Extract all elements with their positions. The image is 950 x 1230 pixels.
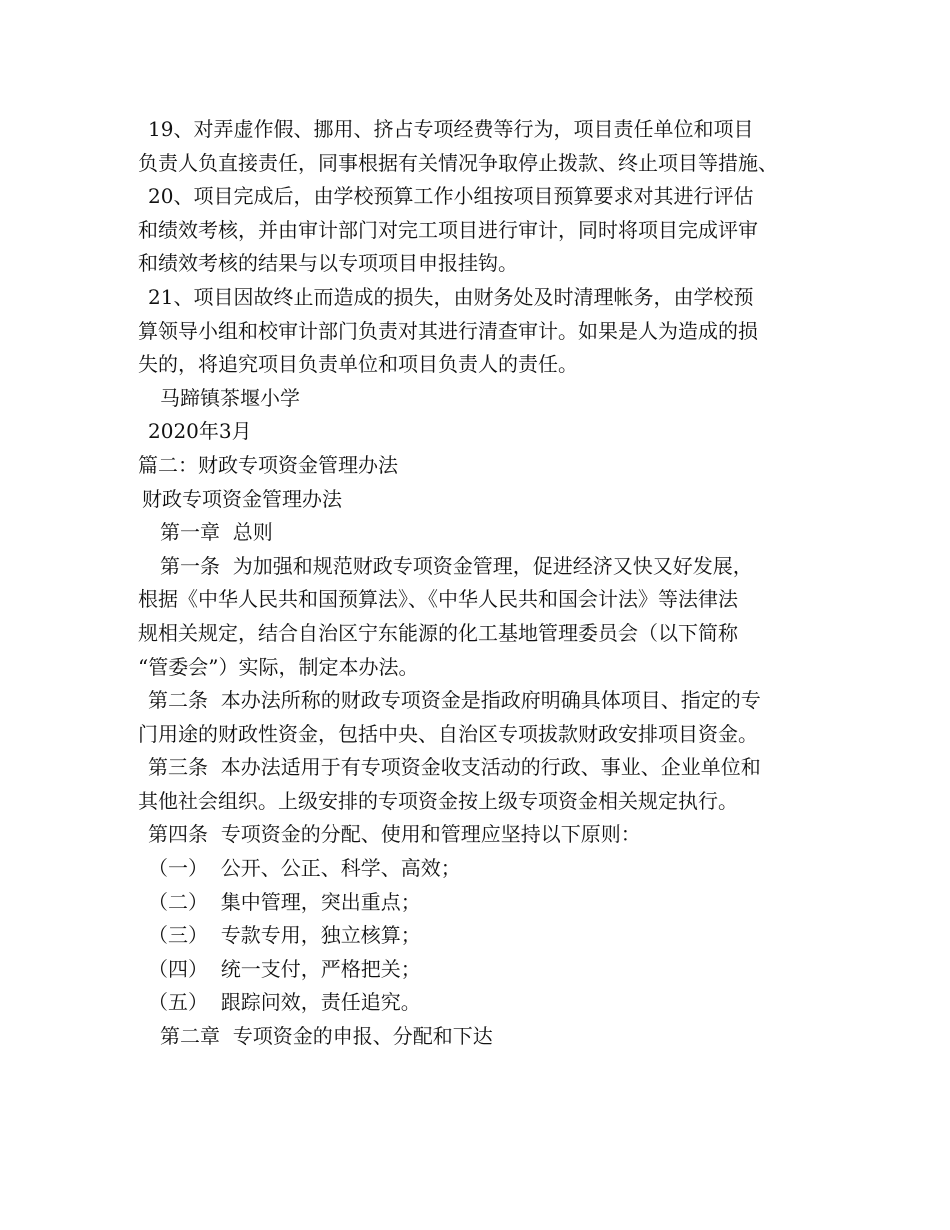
text-line: 算领导小组和校审计部门负责对其进行清查审计。如果是人为造成的损 — [138, 318, 758, 343]
principle-item: （四） 统一支付，严格把关； — [148, 956, 421, 981]
text-line: 第二条 本办法所称的财政专项资金是指政府明确具体项目、指定的专 — [148, 688, 761, 713]
document-title: 财政专项资金管理办法 — [142, 486, 342, 511]
text-line: 负责人负直接责任，同事根据有关情况争取停止拨款、终止项目等措施、 — [138, 150, 778, 175]
signature-date: 2020年3月 — [148, 419, 252, 444]
text-line: 其他社会组织。上级安排的专项资金按上级专项资金相关规定执行。 — [138, 788, 738, 813]
text-line: 第一条 为加强和规范财政专项资金管理，促进经济又快又好发展， — [160, 553, 753, 578]
document-body — [138, 113, 828, 1054]
text-line: 根据《中华人民共和国预算法》、《中华人民共和国会计法》等法律法 — [138, 587, 738, 612]
principle-item: （五） 跟踪问效，责任追究。 — [148, 990, 421, 1015]
text-line: 规相关规定，结合自治区宁东能源的化工基地管理委员会（以下简称 — [138, 620, 738, 645]
section-heading: 篇二：财政专项资金管理办法 — [138, 452, 398, 477]
text-line: 门用途的财政性资金，包括中央、自治区专项拔款财政安排项目资金。 — [138, 721, 758, 746]
text-line: 和绩效考核，并由审计部门对完工项目进行审计，同时将项目完成评审 — [138, 217, 758, 242]
signature-school: 马蹄镇茶堰小学 — [160, 385, 300, 410]
text-line: 20、项目完成后，由学校预算工作小组按项目预算要求对其进行评估 — [148, 184, 754, 209]
principle-item: （三） 专款专用，独立核算； — [148, 923, 421, 948]
principle-item: （二） 集中管理，突出重点； — [148, 889, 421, 914]
text-line: “管委会”）实际，制定本办法。 — [138, 654, 419, 679]
text-line: 和绩效考核的结果与以专项项目申报挂钩。 — [138, 251, 518, 276]
text-line: 19、对弄虚作假、挪用、挤占专项经费等行为，项目责任单位和项目 — [148, 117, 754, 141]
text-line: 第四条 专项资金的分配、使用和管理应坚持以下原则： — [148, 822, 641, 847]
text-line: 21、项目因故终止而造成的损失，由财务处及时清理帐务，由学校预 — [148, 284, 754, 309]
chapter-heading: 第一章 总则 — [160, 520, 273, 545]
text-line: 第三条 本办法适用于有专项资金收支活动的行政、事业、企业单位和 — [148, 755, 761, 780]
principle-item: （一） 公开、公正、科学、高效； — [148, 856, 461, 881]
text-line: 失的，将追究项目负责单位和项目负责人的责任。 — [138, 352, 578, 377]
chapter-heading: 第二章 专项资金的申报、分配和下达 — [160, 1024, 493, 1049]
